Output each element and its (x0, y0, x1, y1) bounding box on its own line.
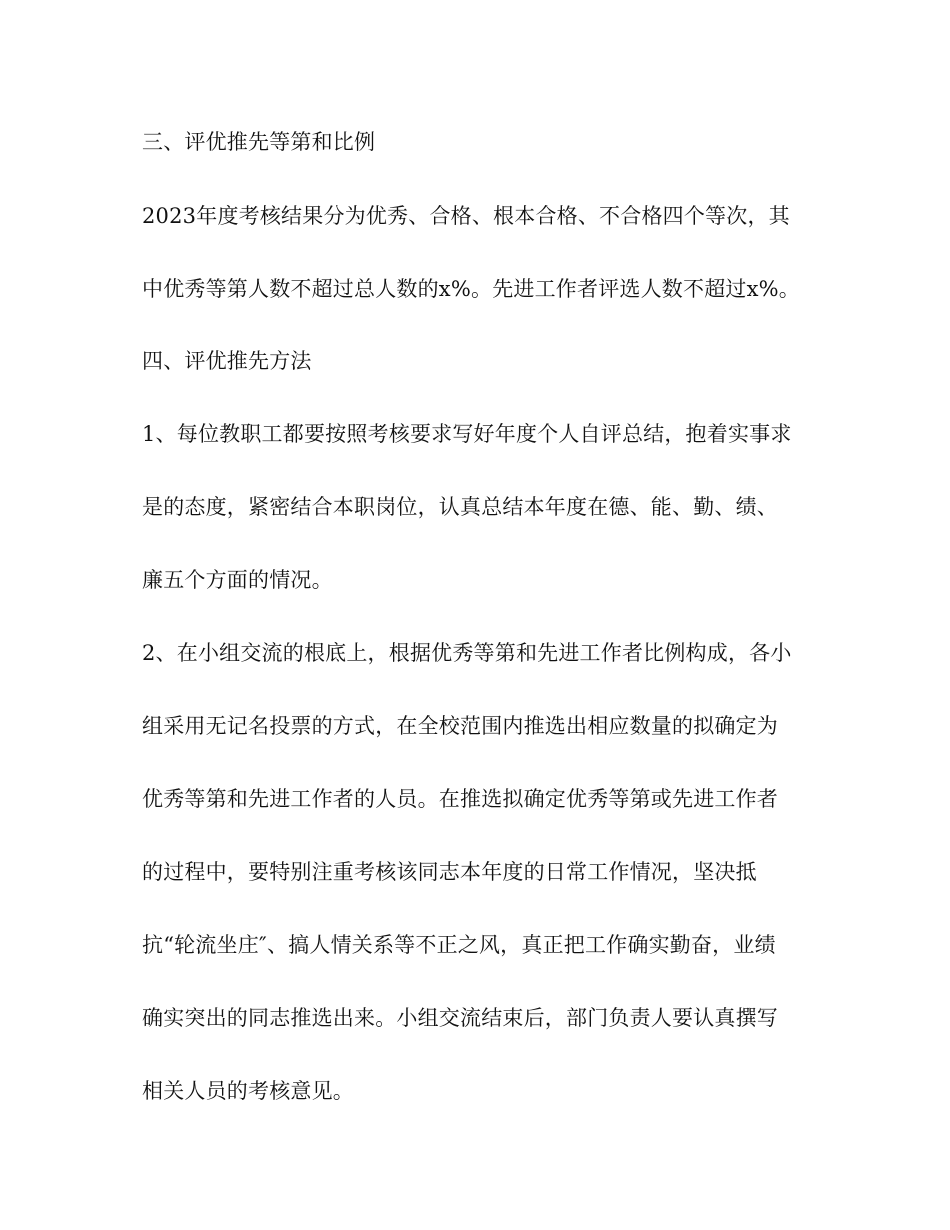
paragraph-line: 廉五个方面的情况。 (142, 568, 333, 592)
paragraph-line: 抗“轮流坐庄″、搞人情关系等不正之风，真正把工作确实勤奋，业绩 (142, 933, 776, 957)
paragraph-line: 相关人员的考核意见。 (142, 1079, 354, 1103)
paragraph-line: 优秀等第和先进工作者的人员。在推选拟确定优秀等第或先进工作者 (142, 787, 778, 811)
paragraph-line: 中优秀等第人数不超过总人数的x%。先进工作者评选人数不超过x%。 (142, 277, 800, 301)
paragraph-line: 确实突出的同志推选出来。小组交流结束后，部门负责人要认真撰写 (142, 1006, 778, 1030)
paragraph-line: 2023年度考核结果分为优秀、合格、根本合格、不合格四个等次，其 (142, 204, 790, 228)
paragraph-line: 1、每位教职工都要按照考核要求写好年度个人自评总结，抱着实事求 (142, 422, 792, 446)
section-heading-4: 四、评优推先方法 (142, 349, 312, 373)
paragraph-line: 是的态度，紧密结合本职岗位，认真总结本年度在德、能、勤、绩、 (142, 495, 778, 519)
section-heading-3: 三、评优推先等第和比例 (142, 130, 376, 154)
paragraph-line: 的过程中，要特别注重考核该同志本年度的日常工作情况，坚决抵 (142, 860, 757, 884)
paragraph-line: 2、在小组交流的根底上，根据优秀等第和先进工作者比例构成，各小 (142, 641, 792, 665)
paragraph-line: 组采用无记名投票的方式，在全校范围内推选出相应数量的拟确定为 (142, 714, 778, 738)
